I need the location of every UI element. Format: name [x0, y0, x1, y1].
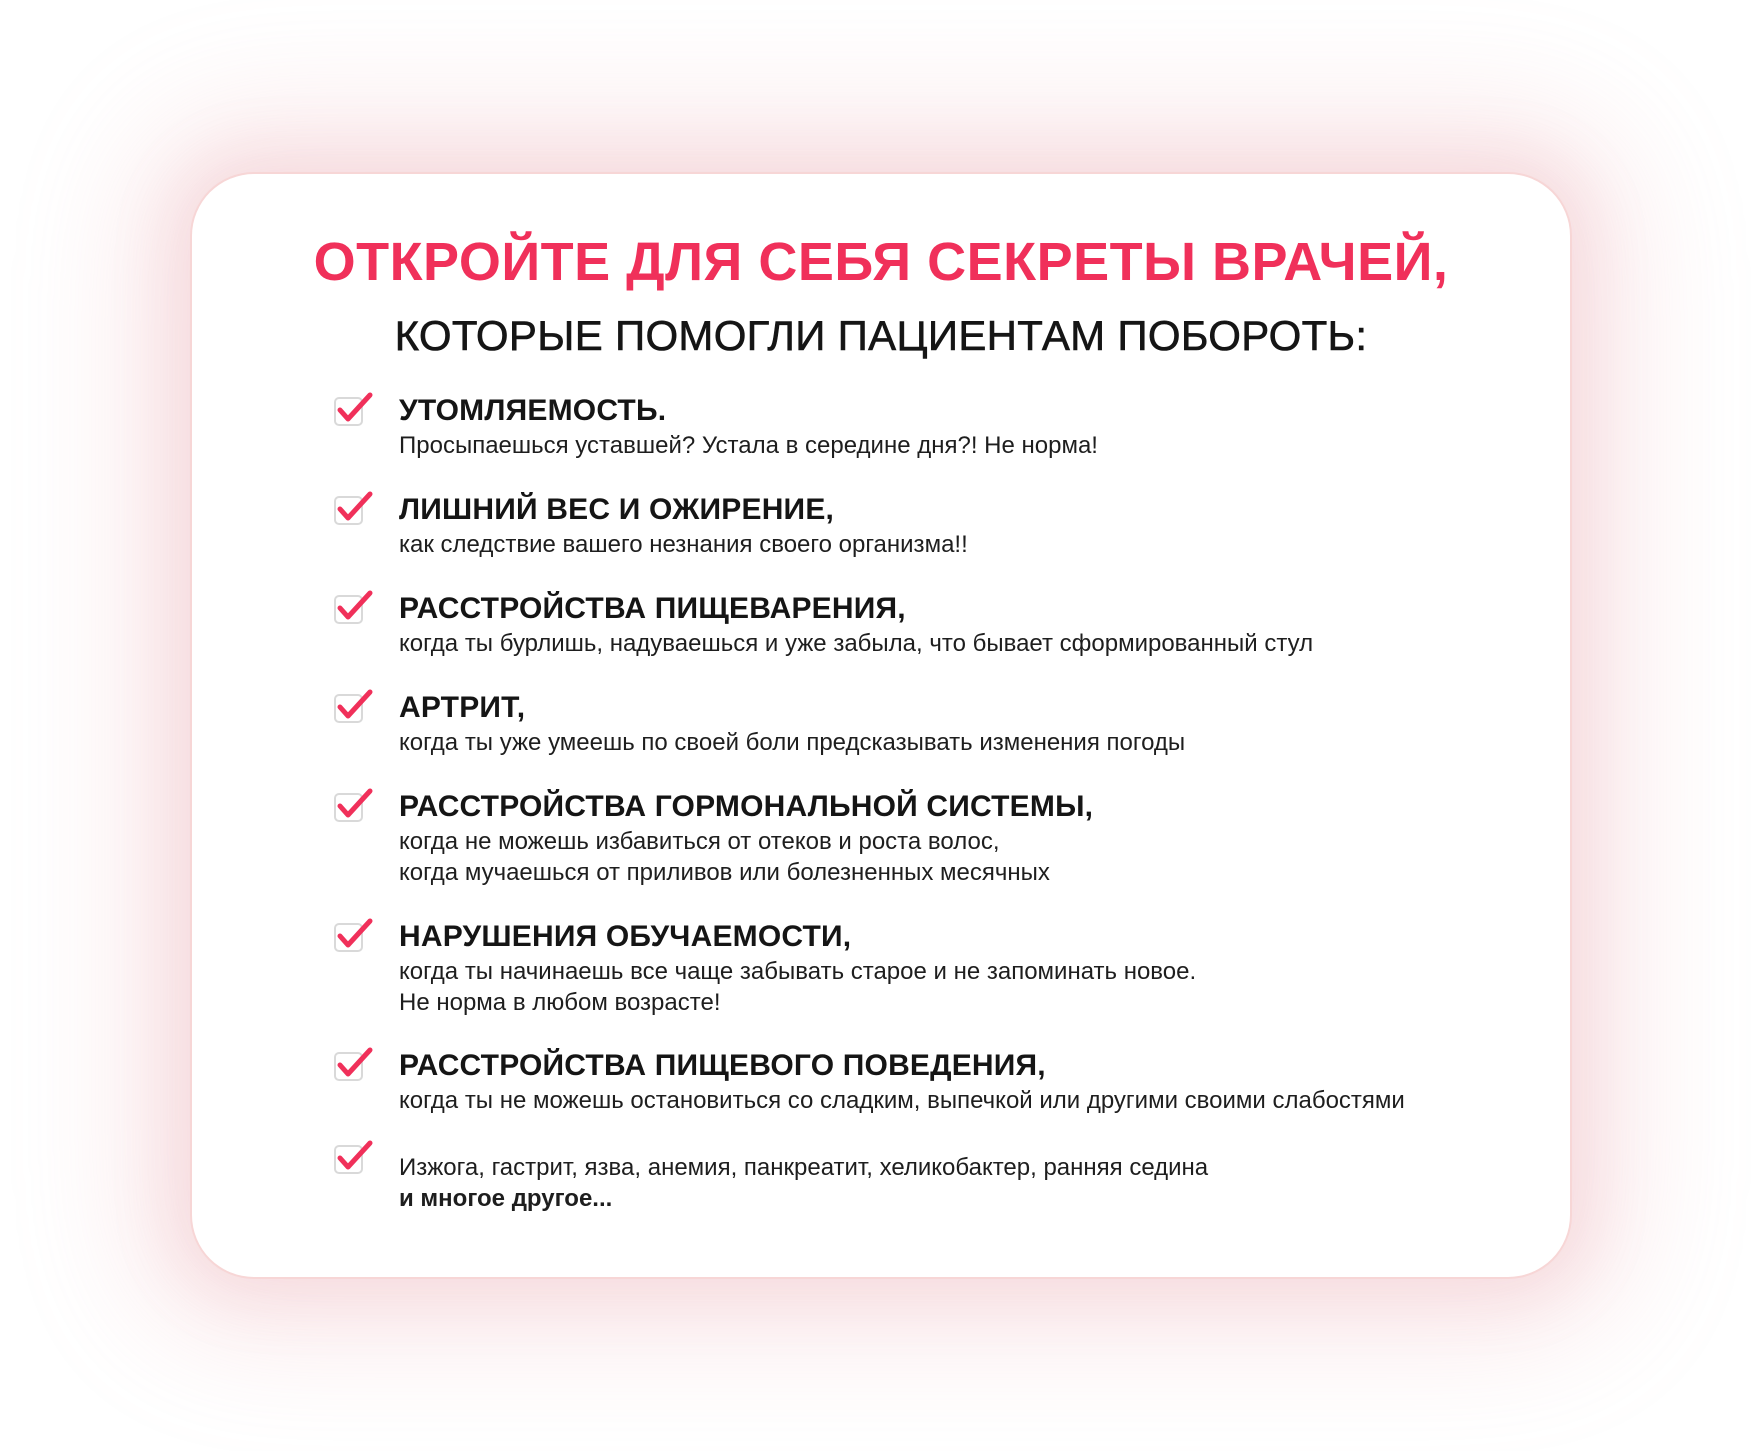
list-item-more: и многое другое... — [399, 1185, 613, 1212]
list-item-text — [399, 1047, 1529, 1116]
list-item-text — [399, 918, 1529, 1018]
list-item-description: когда ты бурлишь, надуваешься и уже забыла, что бывает сформированный стул — [399, 630, 1314, 657]
checkmark-icon — [334, 918, 374, 958]
list-item-text — [399, 788, 1529, 888]
list-item-description: когда мучаешься от приливов или болезненных месячных — [399, 859, 1050, 886]
list-item-text — [399, 392, 1529, 461]
list-item-description: Изжога, гастрит, язва, анемия, панкреатит, хеликобактер, ранняя седина — [399, 1154, 1209, 1181]
list-item-text — [399, 491, 1529, 560]
list-item-text — [399, 689, 1529, 758]
checkmark-icon — [334, 788, 374, 828]
list-item-title: РАССТРОЙСТВА ПИЩЕВАРЕНИЯ, — [399, 592, 906, 625]
page-subtitle: КОТОРЫЕ ПОМОГЛИ ПАЦИЕНТАМ ПОБОРОТЬ: — [394, 312, 1368, 359]
checkmark-icon — [334, 1047, 374, 1087]
page-title: ОТКРОЙТЕ ДЛЯ СЕБЯ СЕКРЕТЫ ВРАЧЕЙ, — [313, 232, 1449, 292]
checkmark-icon — [334, 392, 374, 432]
list-item-description: когда ты не можешь остановиться со сладким, выпечкой или другими своими слабостями — [399, 1087, 1405, 1114]
content-card — [192, 174, 1570, 1277]
list-item-description: когда ты начинаешь все чаще забывать старое и не запоминать новое. — [399, 958, 1197, 985]
list-item-description: Просыпаешься уставшей? Устала в середине дня?! Не норма! — [399, 432, 1098, 459]
list-item-title: НАРУШЕНИЯ ОБУЧАЕМОСТИ, — [399, 920, 852, 953]
checkmark-icon — [334, 491, 374, 531]
list-item-title: ЛИШНИЙ ВЕС И ОЖИРЕНИЕ, — [399, 493, 835, 526]
list-item-text — [399, 1152, 1529, 1214]
list-item-title: АРТРИТ, — [399, 691, 526, 724]
list-item-description: когда не можешь избавиться от отеков и роста волос, — [399, 828, 1000, 855]
list-item-title: РАССТРОЙСТВА ПИЩЕВОГО ПОВЕДЕНИЯ, — [399, 1049, 1046, 1082]
checkmark-icon — [334, 590, 374, 630]
list-item-description: Не норма в любом возрасте! — [399, 989, 721, 1016]
list-item-description: когда ты уже умеешь по своей боли предсказывать изменения погоды — [399, 729, 1186, 756]
checkmark-icon — [334, 689, 374, 729]
checkmark-icon — [334, 1140, 374, 1180]
list-item-title: УТОМЛЯЕМОСТЬ. — [399, 394, 667, 427]
list-item-description: как следствие вашего незнания своего организма!! — [399, 531, 968, 558]
list-item-title: РАССТРОЙСТВА ГОРМОНАЛЬНОЙ СИСТЕМЫ, — [399, 790, 1094, 823]
list-item-text — [399, 590, 1529, 659]
